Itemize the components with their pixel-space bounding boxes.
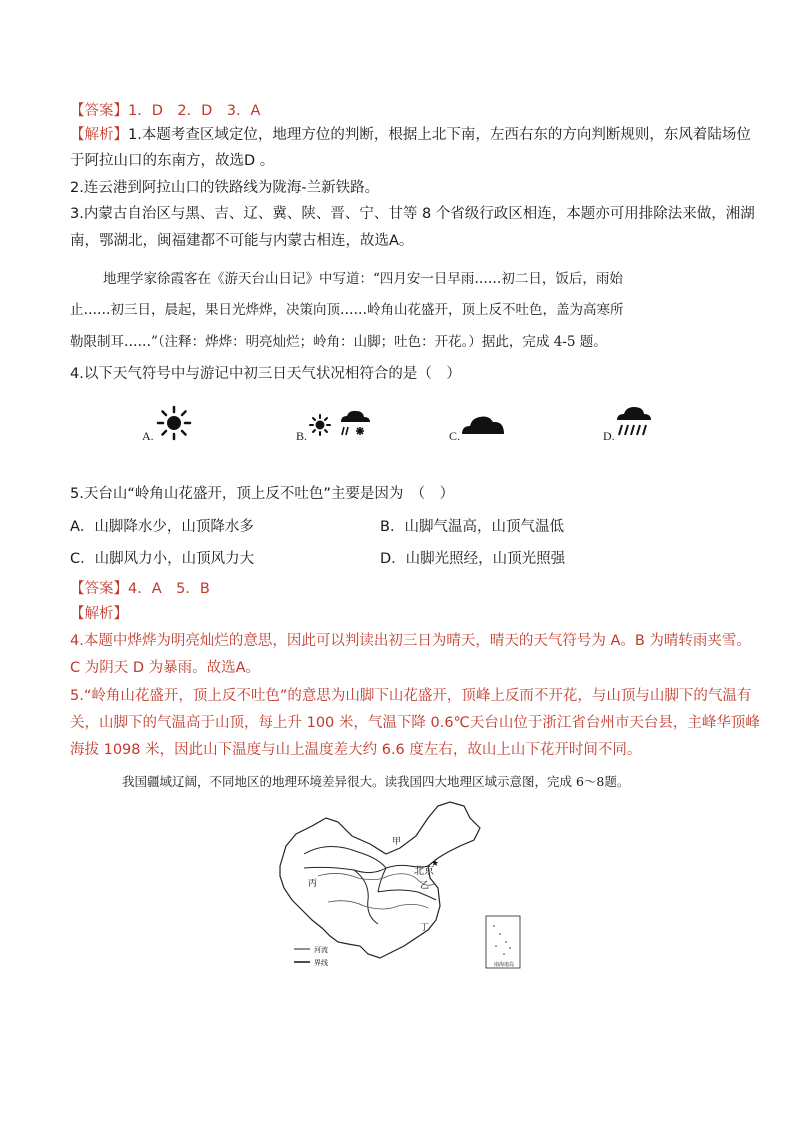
answer-text: 1．D 2．D 3．A — [128, 103, 261, 119]
beijing-label: 北京 — [414, 866, 434, 877]
passage-line-1: 地理学家徐霞客在《游天台山日记》中写道：“四月安一日早雨……初二日，饭后，雨始 — [103, 271, 623, 287]
sun-icon — [154, 405, 194, 441]
analysis-line-5: 南，鄂湖北，闽福建都不可能与内蒙古相连，故选A。 — [70, 233, 414, 249]
q4-option-c-label: C. — [449, 429, 461, 443]
heavy-rain-icon — [614, 405, 654, 439]
q5-option-d: D．山脚光照经，山顶光照强 — [380, 551, 566, 567]
q5-option-a: A．山脚降水少，山顶降水多 — [70, 519, 254, 535]
analysis2-line-1: 4.本题中烨烨为明亮灿烂的意思，因此可以判读出初三日为晴天，晴天的天气符号为 A。B 为晴转雨夹雪。 — [70, 633, 751, 649]
q4-option-b-label: B. — [296, 429, 308, 443]
star-icon: ★ — [431, 859, 440, 869]
answer-tag-2: 【答案】 — [70, 581, 128, 597]
china-regions-map — [268, 796, 538, 978]
region-ding: 丁 — [420, 923, 430, 933]
q4-option-a-label: A. — [142, 429, 154, 443]
small-sun-icon — [308, 413, 334, 437]
q4-stem: 4.以下天气符号中与游记中初三日天气状况相符合的是（ ） — [70, 366, 461, 382]
inset-box — [486, 916, 520, 968]
q5-stem: 5.天台山“岭角山花盛开，顶上反不吐色”主要是因为 （ ） — [70, 486, 455, 502]
answer-text-2: 4．A 5．B — [128, 581, 210, 597]
analysis-tag: 【解析】 — [70, 127, 128, 143]
passage-line-2: 止……初三日，晨起，果日光烨烨，决策向顶……岭角山花盛开，顶上反不吐色，盖为高寒所 — [70, 302, 624, 318]
inset-islands — [493, 925, 511, 955]
analysis2-line-3: 5.“岭角山花盛开，顶上反不吐色”的意思为山脚下山花盛开，顶峰上反而不开花，与山顶与山脚下的气温有 — [70, 688, 752, 704]
analysis-tag-2: 【解析】 — [70, 606, 128, 622]
answer-line-1 — [70, 100, 730, 122]
answer-line-2 — [70, 578, 730, 600]
region-jia: 甲 — [392, 837, 402, 847]
analysis-line-4: 3.内蒙古自治区与黑、吉、辽、冀、陕、晋、宁、甘等 8 个省级行政区相连，本题亦可用排除法来做，湘湖 — [70, 206, 755, 222]
cloud-icon — [460, 412, 506, 436]
analysis2-line-2: C 为阴天 D 为暴雨。故选A。 — [70, 660, 261, 676]
passage2: 我国疆域辽阔，不同地区的地理环境差异很大。读我国四大地理区域示意图，完成 6～8题。 — [122, 774, 630, 789]
analysis2-line-4: 关，山脚下的气温高于山顶，每上升 100 米，气温下降 0.6℃天台山位于浙江省台州市天台县，主峰华顶峰 — [70, 715, 760, 731]
legend-river: 河流 — [314, 946, 328, 954]
legend-border: 界线 — [314, 959, 328, 967]
region-bing: 丙 — [308, 879, 318, 889]
passage-line-3: 勒限制耳……”（注释：烨烨：明亮灿烂；岭角：山脚；吐色：开花。）据此，完成 4-5 题。 — [70, 334, 607, 350]
answer-tag: 【答案】 — [70, 103, 128, 119]
analysis-line-2: 于阿拉山口的东南方，故选D 。 — [70, 153, 275, 169]
analysis2-line-5: 海拔 1098 米，因此山下温度与山上温度差大约 6.6 度左右，故山上山下花开时间不同。 — [70, 742, 642, 758]
analysis-line-1 — [70, 124, 751, 146]
q4-option-d-label: D. — [603, 429, 615, 443]
q5-option-c: C．山脚风力小，山顶风力大 — [70, 551, 255, 567]
region-borders — [304, 846, 436, 924]
rivers — [318, 873, 434, 909]
q5-option-b: B．山脚气温高，山顶气温低 — [380, 519, 564, 535]
analysis-line-3: 2.连云港到阿拉山口的铁路线为陇海-兰新铁路。 — [70, 180, 380, 196]
region-yi: 乙 — [420, 881, 430, 891]
inset-label: 南海诸岛 — [494, 962, 515, 968]
analysis-text: 1.本题考查区域定位，地理方位的判断，根据上北下南，左西右东的方向判断规则，东风着陆场位 — [128, 127, 751, 143]
sleet-cloud-icon — [338, 409, 372, 439]
